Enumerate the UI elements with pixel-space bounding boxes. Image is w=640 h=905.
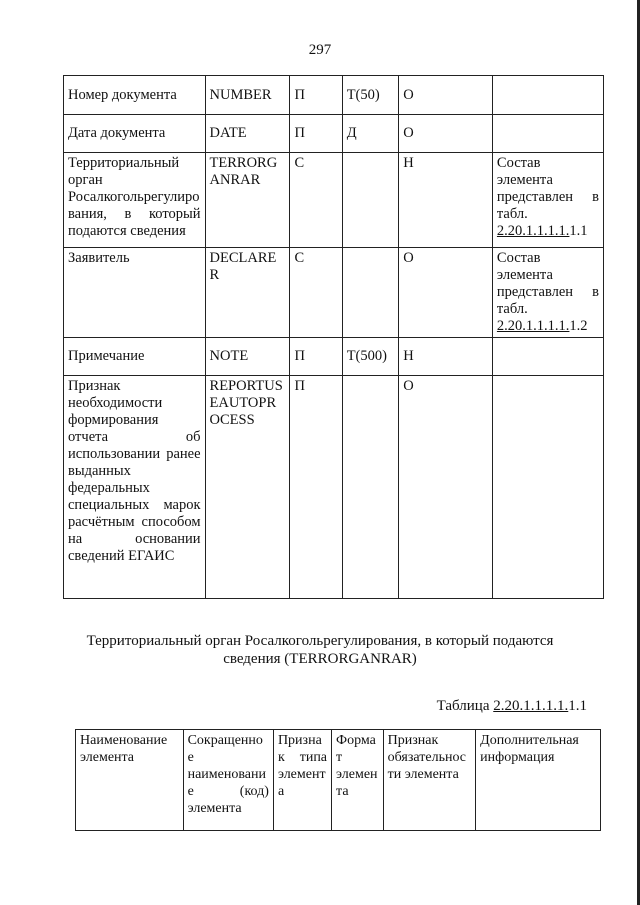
- element-code-cell: REPORTUSEAUTOPROCESS: [205, 376, 290, 599]
- info-suffix: 1.2: [569, 318, 588, 334]
- element-required-cell: О: [399, 248, 493, 338]
- element-name-cell: Дата документа: [64, 115, 206, 153]
- element-format-cell: Д: [342, 115, 399, 153]
- element-name-cell: Примечание: [64, 338, 206, 376]
- table-row: [64, 115, 604, 153]
- element-code-cell: DECLARER: [205, 248, 290, 338]
- element-type-cell: П: [290, 76, 342, 115]
- table-caption-suffix: 1.1: [568, 698, 587, 714]
- table-caption: [437, 698, 587, 715]
- table-row: [64, 338, 604, 376]
- element-code-cell: NUMBER: [205, 76, 290, 115]
- element-required-cell: О: [399, 115, 493, 153]
- element-format-cell: [342, 248, 399, 338]
- column-header-type: Признак типа элемента: [273, 730, 331, 831]
- table-reference-link[interactable]: 2.20.1.1.1.1.: [496, 318, 570, 334]
- table-row: [64, 376, 604, 599]
- element-code-cell: TERRORGANRAR: [205, 153, 290, 248]
- element-required-cell: О: [399, 376, 493, 599]
- element-type-cell: П: [290, 376, 342, 599]
- element-format-cell: [342, 376, 399, 599]
- element-name-cell: Заявитель: [64, 248, 206, 338]
- element-type-cell: С: [290, 248, 342, 338]
- element-name-cell: Признак необходимости формирования отчета об использовании ранее выданных федеральных специальных марок расчётным способом на основании сведений ЕГАИС: [64, 376, 206, 599]
- header-table: [75, 729, 601, 831]
- section-title: Территориальный орган Росалкогольрегулирования, в который подаются сведения (TERRORGANRAR): [86, 633, 554, 667]
- column-header-required: Признак обязательности элемента: [383, 730, 476, 831]
- element-info-cell: [492, 248, 603, 338]
- element-required-cell: О: [399, 76, 493, 115]
- element-format-cell: T(500): [342, 338, 399, 376]
- element-type-cell: П: [290, 115, 342, 153]
- table-row: [64, 248, 604, 338]
- table-row: [64, 153, 604, 248]
- info-text: Состав элемента представлен в табл.: [496, 155, 599, 222]
- element-name-cell: Номер документа: [64, 76, 206, 115]
- column-header-info: Дополнительная информация: [476, 730, 601, 831]
- element-required-cell: Н: [399, 338, 493, 376]
- element-format-cell: [342, 153, 399, 248]
- info-text: Состав элемента представлен в табл.: [496, 250, 599, 317]
- element-format-cell: T(50): [342, 76, 399, 115]
- element-type-cell: П: [290, 338, 342, 376]
- table-row: [64, 76, 604, 115]
- table-reference-link[interactable]: 2.20.1.1.1.1.: [496, 223, 570, 239]
- element-required-cell: Н: [399, 153, 493, 248]
- column-header-code: Сокращенное наименование (код) элемента: [183, 730, 273, 831]
- element-info-cell: [492, 76, 603, 115]
- element-type-cell: С: [290, 153, 342, 248]
- element-code-cell: DATE: [205, 115, 290, 153]
- element-info-cell: [492, 115, 603, 153]
- element-info-cell: [492, 376, 603, 599]
- table-header-row: [76, 730, 601, 831]
- page-number: 297: [308, 42, 332, 58]
- element-name-cell: Территориальный орган Росалкогольрегулирования, в который подаются сведения: [64, 153, 206, 248]
- column-header-format: Формат элемента: [332, 730, 384, 831]
- element-info-cell: [492, 338, 603, 376]
- table-caption-ref: 2.20.1.1.1.1.: [493, 698, 569, 714]
- info-suffix: 1.1: [569, 223, 588, 239]
- elements-table: [63, 75, 604, 599]
- element-info-cell: [492, 153, 603, 248]
- column-header-name: Наименование элемента: [76, 730, 184, 831]
- table-caption-prefix: Таблица: [436, 698, 494, 714]
- element-code-cell: NOTE: [205, 338, 290, 376]
